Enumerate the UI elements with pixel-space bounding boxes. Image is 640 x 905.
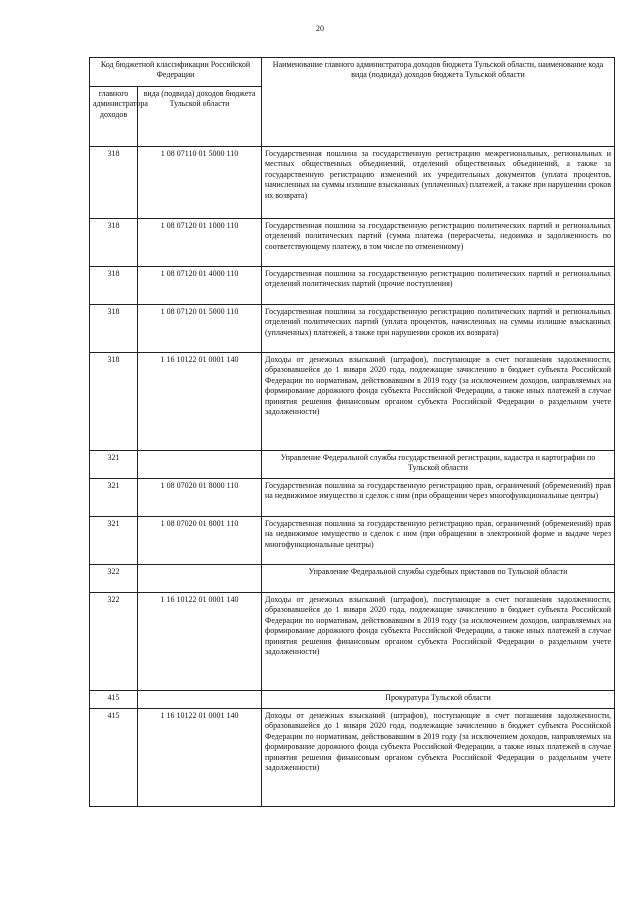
table-row (90, 517, 615, 565)
admin-code-cell: 322 (90, 565, 138, 593)
budget-codes-table (89, 57, 615, 807)
income-description-cell: Государственная пошлина за государственную регистрацию политических партий и региональных отделений политических партий (прочие поступления) (262, 267, 615, 305)
table-row (90, 147, 615, 219)
income-code-cell: 1 16 10122 01 0001 140 (138, 593, 262, 691)
admin-code-cell: 321 (90, 451, 138, 479)
income-code-cell (138, 691, 262, 709)
page-number: 20 (316, 24, 324, 33)
table-row (90, 219, 615, 267)
administrator-name-cell: Управление Федеральной службы государственной регистрации, кадастра и картографии по Тульской области (262, 451, 615, 479)
income-code-cell: 1 16 10122 01 0001 140 (138, 709, 262, 807)
admin-code-cell: 322 (90, 593, 138, 691)
header-name-column: Наименование главного администратора доходов бюджета Тульской области, наименование кода вида (подвида) доходов бюджета Тульской области (262, 58, 615, 147)
table-row (90, 709, 615, 807)
table-row (90, 593, 615, 691)
admin-code-cell: 318 (90, 353, 138, 451)
administrator-name-cell: Прокуратура Тульской области (262, 691, 615, 709)
income-code-cell: 1 08 07120 01 5000 110 (138, 305, 262, 353)
income-description-cell: Доходы от денежных взысканий (штрафов), поступающие в счет погашения задолженности, образовавшейся до 1 января 2020 года, подлежащие зачислению в бюджет субъекта Российской Федерации по нормативам, действовавшим в 2019 году (за исключением доходов, направляемых на формирование дорожного фонда субъекта Российской Федерации, а также иных платежей в случае принятия решения финансовым органом субъекта Российской Федерации о раздельном учете задолженности) (262, 353, 615, 451)
header-code-group: Код бюджетной классификации Российской Федерации (90, 58, 262, 87)
income-code-cell (138, 565, 262, 593)
table-body (90, 147, 615, 807)
table-row (90, 267, 615, 305)
table-row (90, 305, 615, 353)
section-header-row (90, 565, 615, 593)
income-description-cell: Государственная пошлина за государственную регистрацию межрегиональных, региональных и местных общественных объединений, отделений общественных объединений, а также за государственную регистрацию изменений их учредительных документов (уплата процентов, начисленных на суммы излишне взысканных (уплаченных) платежей, а также при нарушении сроков их возврата) (262, 147, 615, 219)
income-description-cell: Государственная пошлина за государственную регистрацию прав, ограничений (обременений) прав на недвижимое имущество и сделок с ним (при обращении в электронной форме и выдаче через многофункциональные центры) (262, 517, 615, 565)
admin-code-cell: 321 (90, 517, 138, 565)
administrator-name-cell: Управление Федеральной службы судебных приставов по Тульской области (262, 565, 615, 593)
income-code-cell: 1 08 07120 01 4000 110 (138, 267, 262, 305)
section-header-row (90, 451, 615, 479)
income-description-cell: Государственная пошлина за государственную регистрацию политических партий и региональных отделений политических партий (сумма платежа (перерасчеты, недоимка и задолженность по соответствующему платежу, в том числе по отмененному) (262, 219, 615, 267)
income-code-cell: 1 08 07120 01 1000 110 (138, 219, 262, 267)
table-row (90, 353, 615, 451)
header-kind-column: вида (подвида) доходов бюджета Тульской области (138, 87, 262, 147)
admin-code-cell: 318 (90, 147, 138, 219)
income-description-cell: Доходы от денежных взысканий (штрафов), поступающие в счет погашения задолженности, образовавшейся до 1 января 2020 года, подлежащие зачислению в бюджет субъекта Российской Федерации по нормативам, действовавшим в 2019 году (за исключением доходов, направляемых на формирование дорожного фонда субъекта Российской Федерации, а также иных платежей в случае принятия решения финансовым органом субъекта Российской Федерации о раздельном учете задолженности) (262, 709, 615, 807)
admin-code-cell: 415 (90, 709, 138, 807)
income-code-cell: 1 08 07020 01 8001 110 (138, 517, 262, 565)
table-row (90, 479, 615, 517)
admin-code-cell: 318 (90, 219, 138, 267)
section-header-row (90, 691, 615, 709)
income-code-cell: 1 08 07110 01 5000 110 (138, 147, 262, 219)
income-code-cell: 1 08 07020 01 8000 110 (138, 479, 262, 517)
admin-code-cell: 318 (90, 305, 138, 353)
admin-code-cell: 321 (90, 479, 138, 517)
income-code-cell (138, 451, 262, 479)
admin-code-cell: 318 (90, 267, 138, 305)
admin-code-cell: 415 (90, 691, 138, 709)
header-admin-column: главного администратора доходов (90, 87, 138, 147)
income-description-cell: Государственная пошлина за государственную регистрацию прав, ограничений (обременений) прав на недвижимое имущество и сделок с ним (при обращении через многофункциональные центры) (262, 479, 615, 517)
income-code-cell: 1 16 10122 01 0001 140 (138, 353, 262, 451)
income-description-cell: Государственная пошлина за государственную регистрацию политических партий и региональных отделений политических партий (уплата процентов, начисленных на суммы излишне взысканных (уплаченных) платежей, а также при нарушении сроков их возврата) (262, 305, 615, 353)
income-description-cell: Доходы от денежных взысканий (штрафов), поступающие в счет погашения задолженности, образовавшейся до 1 января 2020 года, подлежащие зачислению в бюджет субъекта Российской Федерации по нормативам, действовавшим в 2019 году (за исключением доходов, направляемых на формирование дорожного фонда субъекта Российской Федерации, а также иных платежей в случае принятия решения финансовым органом субъекта Российской Федерации о раздельном учете задолженности) (262, 593, 615, 691)
